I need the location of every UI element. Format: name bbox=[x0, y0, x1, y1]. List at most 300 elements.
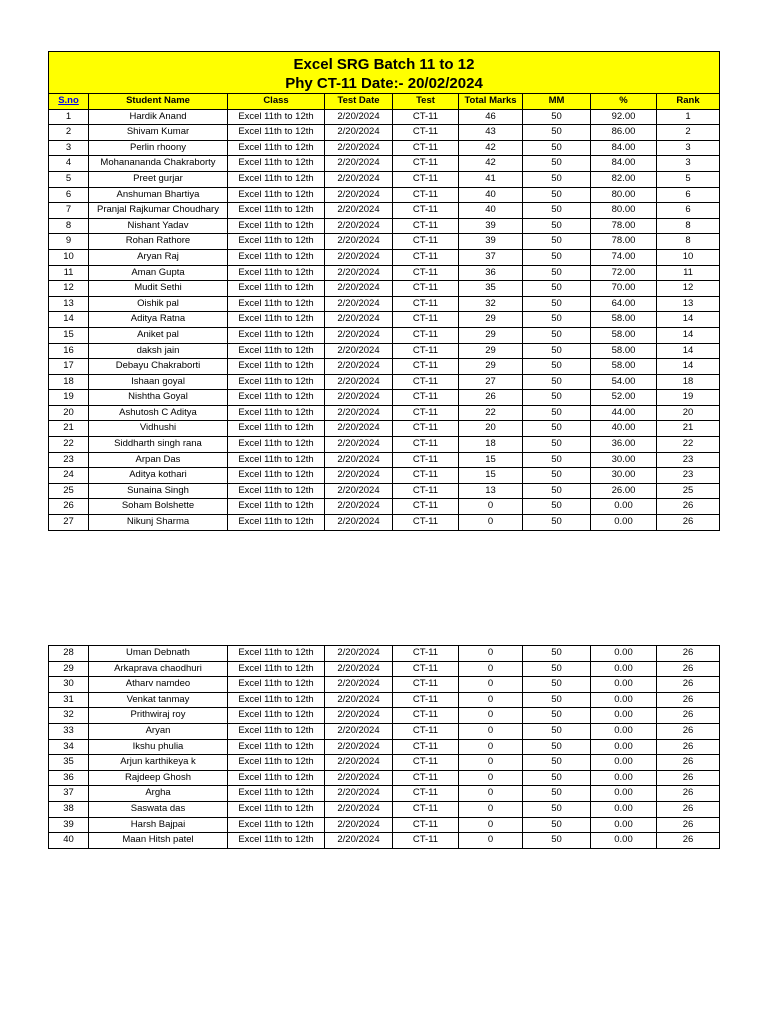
cell-student-name: Aditya kothari bbox=[89, 468, 228, 484]
cell-test: CT-11 bbox=[393, 770, 459, 786]
cell-test: CT-11 bbox=[393, 801, 459, 817]
cell-mm: 50 bbox=[523, 677, 591, 693]
cell-test-date: 2/20/2024 bbox=[325, 515, 393, 531]
cell-rank: 23 bbox=[657, 468, 720, 484]
column-header-rank: Rank bbox=[657, 94, 720, 110]
cell-percent: 0.00 bbox=[591, 770, 657, 786]
cell-mm: 50 bbox=[523, 218, 591, 234]
cell-test-date: 2/20/2024 bbox=[325, 125, 393, 141]
cell-test: CT-11 bbox=[393, 156, 459, 172]
cell-total-marks: 0 bbox=[459, 801, 523, 817]
cell-class: Excel 11th to 12th bbox=[228, 359, 325, 375]
cell-test-date: 2/20/2024 bbox=[325, 770, 393, 786]
column-header-student-name: Student Name bbox=[89, 94, 228, 110]
table-row bbox=[49, 156, 720, 172]
cell-class: Excel 11th to 12th bbox=[228, 755, 325, 771]
cell-sno: 4 bbox=[49, 156, 89, 172]
cell-rank: 26 bbox=[657, 515, 720, 531]
cell-total-marks: 0 bbox=[459, 515, 523, 531]
table-row bbox=[49, 739, 720, 755]
cell-test-date: 2/20/2024 bbox=[325, 499, 393, 515]
cell-test: CT-11 bbox=[393, 437, 459, 453]
cell-mm: 50 bbox=[523, 646, 591, 662]
cell-rank: 26 bbox=[657, 755, 720, 771]
cell-test-date: 2/20/2024 bbox=[325, 452, 393, 468]
cell-rank: 2 bbox=[657, 125, 720, 141]
table-row bbox=[49, 203, 720, 219]
cell-mm: 50 bbox=[523, 187, 591, 203]
cell-sno: 11 bbox=[49, 265, 89, 281]
cell-total-marks: 0 bbox=[459, 755, 523, 771]
cell-test-date: 2/20/2024 bbox=[325, 203, 393, 219]
results-table-top bbox=[48, 51, 720, 531]
cell-test-date: 2/20/2024 bbox=[325, 156, 393, 172]
table-row bbox=[49, 468, 720, 484]
cell-rank: 8 bbox=[657, 234, 720, 250]
cell-percent: 0.00 bbox=[591, 723, 657, 739]
cell-rank: 3 bbox=[657, 156, 720, 172]
cell-total-marks: 0 bbox=[459, 770, 523, 786]
cell-test: CT-11 bbox=[393, 281, 459, 297]
cell-test: CT-11 bbox=[393, 692, 459, 708]
cell-student-name: Mudit Sethi bbox=[89, 281, 228, 297]
table-row bbox=[49, 437, 720, 453]
cell-class: Excel 11th to 12th bbox=[228, 156, 325, 172]
cell-percent: 84.00 bbox=[591, 156, 657, 172]
cell-sno: 8 bbox=[49, 218, 89, 234]
cell-test-date: 2/20/2024 bbox=[325, 817, 393, 833]
cell-sno: 15 bbox=[49, 327, 89, 343]
cell-rank: 26 bbox=[657, 770, 720, 786]
cell-total-marks: 0 bbox=[459, 677, 523, 693]
cell-student-name: Ishaan goyal bbox=[89, 374, 228, 390]
cell-rank: 6 bbox=[657, 203, 720, 219]
cell-mm: 50 bbox=[523, 203, 591, 219]
table-row bbox=[49, 755, 720, 771]
cell-total-marks: 0 bbox=[459, 786, 523, 802]
table-row bbox=[49, 281, 720, 297]
cell-mm: 50 bbox=[523, 817, 591, 833]
cell-sno: 1 bbox=[49, 109, 89, 125]
cell-class: Excel 11th to 12th bbox=[228, 708, 325, 724]
cell-test: CT-11 bbox=[393, 421, 459, 437]
cell-mm: 50 bbox=[523, 109, 591, 125]
table-row bbox=[49, 296, 720, 312]
table-row bbox=[49, 515, 720, 531]
cell-class: Excel 11th to 12th bbox=[228, 421, 325, 437]
cell-mm: 50 bbox=[523, 421, 591, 437]
cell-student-name: Preet gurjar bbox=[89, 171, 228, 187]
cell-test: CT-11 bbox=[393, 265, 459, 281]
cell-percent: 54.00 bbox=[591, 374, 657, 390]
cell-percent: 80.00 bbox=[591, 187, 657, 203]
cell-total-marks: 42 bbox=[459, 140, 523, 156]
cell-mm: 50 bbox=[523, 374, 591, 390]
cell-sno: 31 bbox=[49, 692, 89, 708]
cell-rank: 26 bbox=[657, 739, 720, 755]
table-row bbox=[49, 312, 720, 328]
cell-test-date: 2/20/2024 bbox=[325, 343, 393, 359]
cell-percent: 84.00 bbox=[591, 140, 657, 156]
cell-rank: 21 bbox=[657, 421, 720, 437]
table-row bbox=[49, 327, 720, 343]
cell-rank: 22 bbox=[657, 437, 720, 453]
cell-sno: 22 bbox=[49, 437, 89, 453]
cell-class: Excel 11th to 12th bbox=[228, 817, 325, 833]
cell-mm: 50 bbox=[523, 234, 591, 250]
cell-sno: 40 bbox=[49, 833, 89, 849]
cell-class: Excel 11th to 12th bbox=[228, 249, 325, 265]
cell-test: CT-11 bbox=[393, 405, 459, 421]
cell-class: Excel 11th to 12th bbox=[228, 677, 325, 693]
cell-rank: 12 bbox=[657, 281, 720, 297]
cell-mm: 50 bbox=[523, 739, 591, 755]
cell-test-date: 2/20/2024 bbox=[325, 833, 393, 849]
cell-test-date: 2/20/2024 bbox=[325, 109, 393, 125]
cell-mm: 50 bbox=[523, 499, 591, 515]
cell-test: CT-11 bbox=[393, 187, 459, 203]
cell-percent: 30.00 bbox=[591, 452, 657, 468]
cell-sno: 5 bbox=[49, 171, 89, 187]
cell-test: CT-11 bbox=[393, 817, 459, 833]
cell-mm: 50 bbox=[523, 437, 591, 453]
cell-sno: 30 bbox=[49, 677, 89, 693]
cell-sno: 17 bbox=[49, 359, 89, 375]
cell-student-name: Ikshu phulia bbox=[89, 739, 228, 755]
cell-student-name: Oishik pal bbox=[89, 296, 228, 312]
table-row bbox=[49, 646, 720, 662]
cell-percent: 74.00 bbox=[591, 249, 657, 265]
cell-total-marks: 0 bbox=[459, 646, 523, 662]
cell-rank: 14 bbox=[657, 327, 720, 343]
cell-sno: 35 bbox=[49, 755, 89, 771]
cell-mm: 50 bbox=[523, 296, 591, 312]
cell-class: Excel 11th to 12th bbox=[228, 203, 325, 219]
cell-test-date: 2/20/2024 bbox=[325, 739, 393, 755]
table-row bbox=[49, 708, 720, 724]
cell-sno: 21 bbox=[49, 421, 89, 437]
cell-test-date: 2/20/2024 bbox=[325, 296, 393, 312]
cell-test: CT-11 bbox=[393, 171, 459, 187]
cell-total-marks: 0 bbox=[459, 692, 523, 708]
cell-sno: 19 bbox=[49, 390, 89, 406]
cell-percent: 58.00 bbox=[591, 343, 657, 359]
cell-mm: 50 bbox=[523, 156, 591, 172]
cell-sno: 14 bbox=[49, 312, 89, 328]
column-header-percent: % bbox=[591, 94, 657, 110]
cell-student-name: Rajdeep Ghosh bbox=[89, 770, 228, 786]
table-row bbox=[49, 723, 720, 739]
table-body-bottom bbox=[49, 646, 720, 849]
table-row bbox=[49, 452, 720, 468]
cell-total-marks: 0 bbox=[459, 817, 523, 833]
cell-total-marks: 0 bbox=[459, 739, 523, 755]
cell-student-name: Nishtha Goyal bbox=[89, 390, 228, 406]
cell-mm: 50 bbox=[523, 786, 591, 802]
cell-test: CT-11 bbox=[393, 109, 459, 125]
cell-mm: 50 bbox=[523, 801, 591, 817]
column-header-sno[interactable]: S.no bbox=[49, 94, 89, 110]
cell-rank: 26 bbox=[657, 817, 720, 833]
cell-percent: 0.00 bbox=[591, 708, 657, 724]
cell-student-name: Aryan Raj bbox=[89, 249, 228, 265]
cell-test-date: 2/20/2024 bbox=[325, 708, 393, 724]
cell-mm: 50 bbox=[523, 405, 591, 421]
cell-student-name: Prithwiraj roy bbox=[89, 708, 228, 724]
cell-total-marks: 29 bbox=[459, 327, 523, 343]
cell-rank: 3 bbox=[657, 140, 720, 156]
cell-mm: 50 bbox=[523, 140, 591, 156]
cell-sno: 23 bbox=[49, 452, 89, 468]
table-row bbox=[49, 483, 720, 499]
cell-test: CT-11 bbox=[393, 327, 459, 343]
table-row bbox=[49, 661, 720, 677]
cell-rank: 26 bbox=[657, 692, 720, 708]
cell-test-date: 2/20/2024 bbox=[325, 723, 393, 739]
cell-mm: 50 bbox=[523, 265, 591, 281]
cell-percent: 44.00 bbox=[591, 405, 657, 421]
cell-student-name: Uman Debnath bbox=[89, 646, 228, 662]
cell-total-marks: 43 bbox=[459, 125, 523, 141]
cell-mm: 50 bbox=[523, 249, 591, 265]
cell-test-date: 2/20/2024 bbox=[325, 786, 393, 802]
cell-test-date: 2/20/2024 bbox=[325, 661, 393, 677]
cell-sno: 37 bbox=[49, 786, 89, 802]
cell-class: Excel 11th to 12th bbox=[228, 140, 325, 156]
cell-total-marks: 36 bbox=[459, 265, 523, 281]
cell-sno: 18 bbox=[49, 374, 89, 390]
table-body-top bbox=[49, 109, 720, 530]
cell-class: Excel 11th to 12th bbox=[228, 374, 325, 390]
cell-test: CT-11 bbox=[393, 343, 459, 359]
cell-student-name: Atharv namdeo bbox=[89, 677, 228, 693]
cell-class: Excel 11th to 12th bbox=[228, 296, 325, 312]
cell-test: CT-11 bbox=[393, 374, 459, 390]
column-header-total-marks: Total Marks bbox=[459, 94, 523, 110]
cell-student-name: Anshuman Bhartiya bbox=[89, 187, 228, 203]
table-row bbox=[49, 109, 720, 125]
cell-student-name: Hardik Anand bbox=[89, 109, 228, 125]
cell-total-marks: 37 bbox=[459, 249, 523, 265]
cell-test: CT-11 bbox=[393, 312, 459, 328]
sheet-title bbox=[49, 52, 720, 94]
cell-test-date: 2/20/2024 bbox=[325, 187, 393, 203]
table-row bbox=[49, 801, 720, 817]
cell-test: CT-11 bbox=[393, 390, 459, 406]
cell-total-marks: 15 bbox=[459, 452, 523, 468]
cell-mm: 50 bbox=[523, 468, 591, 484]
cell-total-marks: 0 bbox=[459, 833, 523, 849]
table-row bbox=[49, 390, 720, 406]
table-row bbox=[49, 692, 720, 708]
cell-total-marks: 40 bbox=[459, 203, 523, 219]
cell-sno: 34 bbox=[49, 739, 89, 755]
cell-sno: 32 bbox=[49, 708, 89, 724]
cell-rank: 23 bbox=[657, 452, 720, 468]
cell-test: CT-11 bbox=[393, 468, 459, 484]
cell-rank: 20 bbox=[657, 405, 720, 421]
cell-class: Excel 11th to 12th bbox=[228, 437, 325, 453]
cell-total-marks: 41 bbox=[459, 171, 523, 187]
table-row bbox=[49, 499, 720, 515]
cell-test: CT-11 bbox=[393, 755, 459, 771]
cell-rank: 26 bbox=[657, 833, 720, 849]
table-row bbox=[49, 786, 720, 802]
cell-total-marks: 0 bbox=[459, 499, 523, 515]
cell-sno: 2 bbox=[49, 125, 89, 141]
cell-rank: 25 bbox=[657, 483, 720, 499]
cell-rank: 26 bbox=[657, 708, 720, 724]
cell-total-marks: 39 bbox=[459, 218, 523, 234]
cell-rank: 26 bbox=[657, 677, 720, 693]
cell-percent: 72.00 bbox=[591, 265, 657, 281]
cell-student-name: Argha bbox=[89, 786, 228, 802]
cell-sno: 27 bbox=[49, 515, 89, 531]
cell-mm: 50 bbox=[523, 770, 591, 786]
cell-mm: 50 bbox=[523, 755, 591, 771]
cell-class: Excel 11th to 12th bbox=[228, 483, 325, 499]
cell-student-name: Sunaina Singh bbox=[89, 483, 228, 499]
cell-mm: 50 bbox=[523, 359, 591, 375]
cell-test: CT-11 bbox=[393, 661, 459, 677]
cell-class: Excel 11th to 12th bbox=[228, 218, 325, 234]
cell-mm: 50 bbox=[523, 343, 591, 359]
cell-test: CT-11 bbox=[393, 708, 459, 724]
cell-percent: 0.00 bbox=[591, 499, 657, 515]
cell-student-name: Debayu Chakraborti bbox=[89, 359, 228, 375]
cell-test-date: 2/20/2024 bbox=[325, 374, 393, 390]
cell-class: Excel 11th to 12th bbox=[228, 723, 325, 739]
cell-test: CT-11 bbox=[393, 296, 459, 312]
cell-class: Excel 11th to 12th bbox=[228, 739, 325, 755]
cell-class: Excel 11th to 12th bbox=[228, 109, 325, 125]
results-table-bottom bbox=[48, 645, 720, 849]
cell-rank: 6 bbox=[657, 187, 720, 203]
cell-test-date: 2/20/2024 bbox=[325, 468, 393, 484]
cell-class: Excel 11th to 12th bbox=[228, 187, 325, 203]
cell-class: Excel 11th to 12th bbox=[228, 833, 325, 849]
cell-sno: 6 bbox=[49, 187, 89, 203]
cell-total-marks: 32 bbox=[459, 296, 523, 312]
cell-class: Excel 11th to 12th bbox=[228, 646, 325, 662]
cell-student-name: Soham Bolshette bbox=[89, 499, 228, 515]
cell-test-date: 2/20/2024 bbox=[325, 646, 393, 662]
cell-test-date: 2/20/2024 bbox=[325, 218, 393, 234]
cell-test-date: 2/20/2024 bbox=[325, 234, 393, 250]
cell-student-name: Aditya Ratna bbox=[89, 312, 228, 328]
cell-class: Excel 11th to 12th bbox=[228, 468, 325, 484]
cell-rank: 14 bbox=[657, 343, 720, 359]
cell-test-date: 2/20/2024 bbox=[325, 281, 393, 297]
title-line-1: Excel SRG Batch 11 to 12 bbox=[293, 56, 475, 73]
table-row bbox=[49, 343, 720, 359]
cell-student-name: Siddharth singh rana bbox=[89, 437, 228, 453]
cell-rank: 26 bbox=[657, 723, 720, 739]
cell-test: CT-11 bbox=[393, 739, 459, 755]
cell-test: CT-11 bbox=[393, 218, 459, 234]
column-header-test-date: Test Date bbox=[325, 94, 393, 110]
cell-rank: 10 bbox=[657, 249, 720, 265]
cell-class: Excel 11th to 12th bbox=[228, 125, 325, 141]
cell-class: Excel 11th to 12th bbox=[228, 343, 325, 359]
cell-rank: 26 bbox=[657, 786, 720, 802]
cell-test: CT-11 bbox=[393, 723, 459, 739]
cell-mm: 50 bbox=[523, 833, 591, 849]
cell-student-name: Aniket pal bbox=[89, 327, 228, 343]
cell-test: CT-11 bbox=[393, 483, 459, 499]
cell-student-name: Perlin rhoony bbox=[89, 140, 228, 156]
cell-test-date: 2/20/2024 bbox=[325, 692, 393, 708]
table-row bbox=[49, 187, 720, 203]
cell-percent: 78.00 bbox=[591, 234, 657, 250]
cell-class: Excel 11th to 12th bbox=[228, 499, 325, 515]
cell-total-marks: 29 bbox=[459, 312, 523, 328]
cell-sno: 29 bbox=[49, 661, 89, 677]
cell-sno: 7 bbox=[49, 203, 89, 219]
cell-test-date: 2/20/2024 bbox=[325, 390, 393, 406]
table-row bbox=[49, 374, 720, 390]
cell-percent: 0.00 bbox=[591, 801, 657, 817]
cell-rank: 26 bbox=[657, 661, 720, 677]
table-row bbox=[49, 171, 720, 187]
table-row bbox=[49, 359, 720, 375]
cell-total-marks: 26 bbox=[459, 390, 523, 406]
cell-total-marks: 22 bbox=[459, 405, 523, 421]
table-row bbox=[49, 249, 720, 265]
cell-class: Excel 11th to 12th bbox=[228, 692, 325, 708]
cell-mm: 50 bbox=[523, 515, 591, 531]
cell-class: Excel 11th to 12th bbox=[228, 390, 325, 406]
cell-test: CT-11 bbox=[393, 249, 459, 265]
cell-sno: 39 bbox=[49, 817, 89, 833]
cell-mm: 50 bbox=[523, 723, 591, 739]
cell-test-date: 2/20/2024 bbox=[325, 437, 393, 453]
cell-test-date: 2/20/2024 bbox=[325, 312, 393, 328]
cell-rank: 14 bbox=[657, 312, 720, 328]
cell-test: CT-11 bbox=[393, 786, 459, 802]
cell-percent: 0.00 bbox=[591, 692, 657, 708]
cell-student-name: Shivam Kumar bbox=[89, 125, 228, 141]
cell-percent: 82.00 bbox=[591, 171, 657, 187]
cell-test-date: 2/20/2024 bbox=[325, 483, 393, 499]
cell-rank: 14 bbox=[657, 359, 720, 375]
cell-percent: 0.00 bbox=[591, 786, 657, 802]
cell-percent: 36.00 bbox=[591, 437, 657, 453]
cell-test-date: 2/20/2024 bbox=[325, 755, 393, 771]
table-row bbox=[49, 265, 720, 281]
cell-total-marks: 39 bbox=[459, 234, 523, 250]
cell-percent: 30.00 bbox=[591, 468, 657, 484]
cell-student-name: Aman Gupta bbox=[89, 265, 228, 281]
cell-total-marks: 0 bbox=[459, 723, 523, 739]
cell-test: CT-11 bbox=[393, 234, 459, 250]
cell-class: Excel 11th to 12th bbox=[228, 234, 325, 250]
cell-class: Excel 11th to 12th bbox=[228, 770, 325, 786]
cell-mm: 50 bbox=[523, 312, 591, 328]
cell-test: CT-11 bbox=[393, 833, 459, 849]
cell-rank: 19 bbox=[657, 390, 720, 406]
cell-total-marks: 20 bbox=[459, 421, 523, 437]
cell-sno: 36 bbox=[49, 770, 89, 786]
cell-rank: 18 bbox=[657, 374, 720, 390]
table-row bbox=[49, 218, 720, 234]
table-row bbox=[49, 770, 720, 786]
cell-total-marks: 15 bbox=[459, 468, 523, 484]
cell-percent: 0.00 bbox=[591, 739, 657, 755]
cell-mm: 50 bbox=[523, 692, 591, 708]
column-header-test: Test bbox=[393, 94, 459, 110]
cell-test: CT-11 bbox=[393, 646, 459, 662]
